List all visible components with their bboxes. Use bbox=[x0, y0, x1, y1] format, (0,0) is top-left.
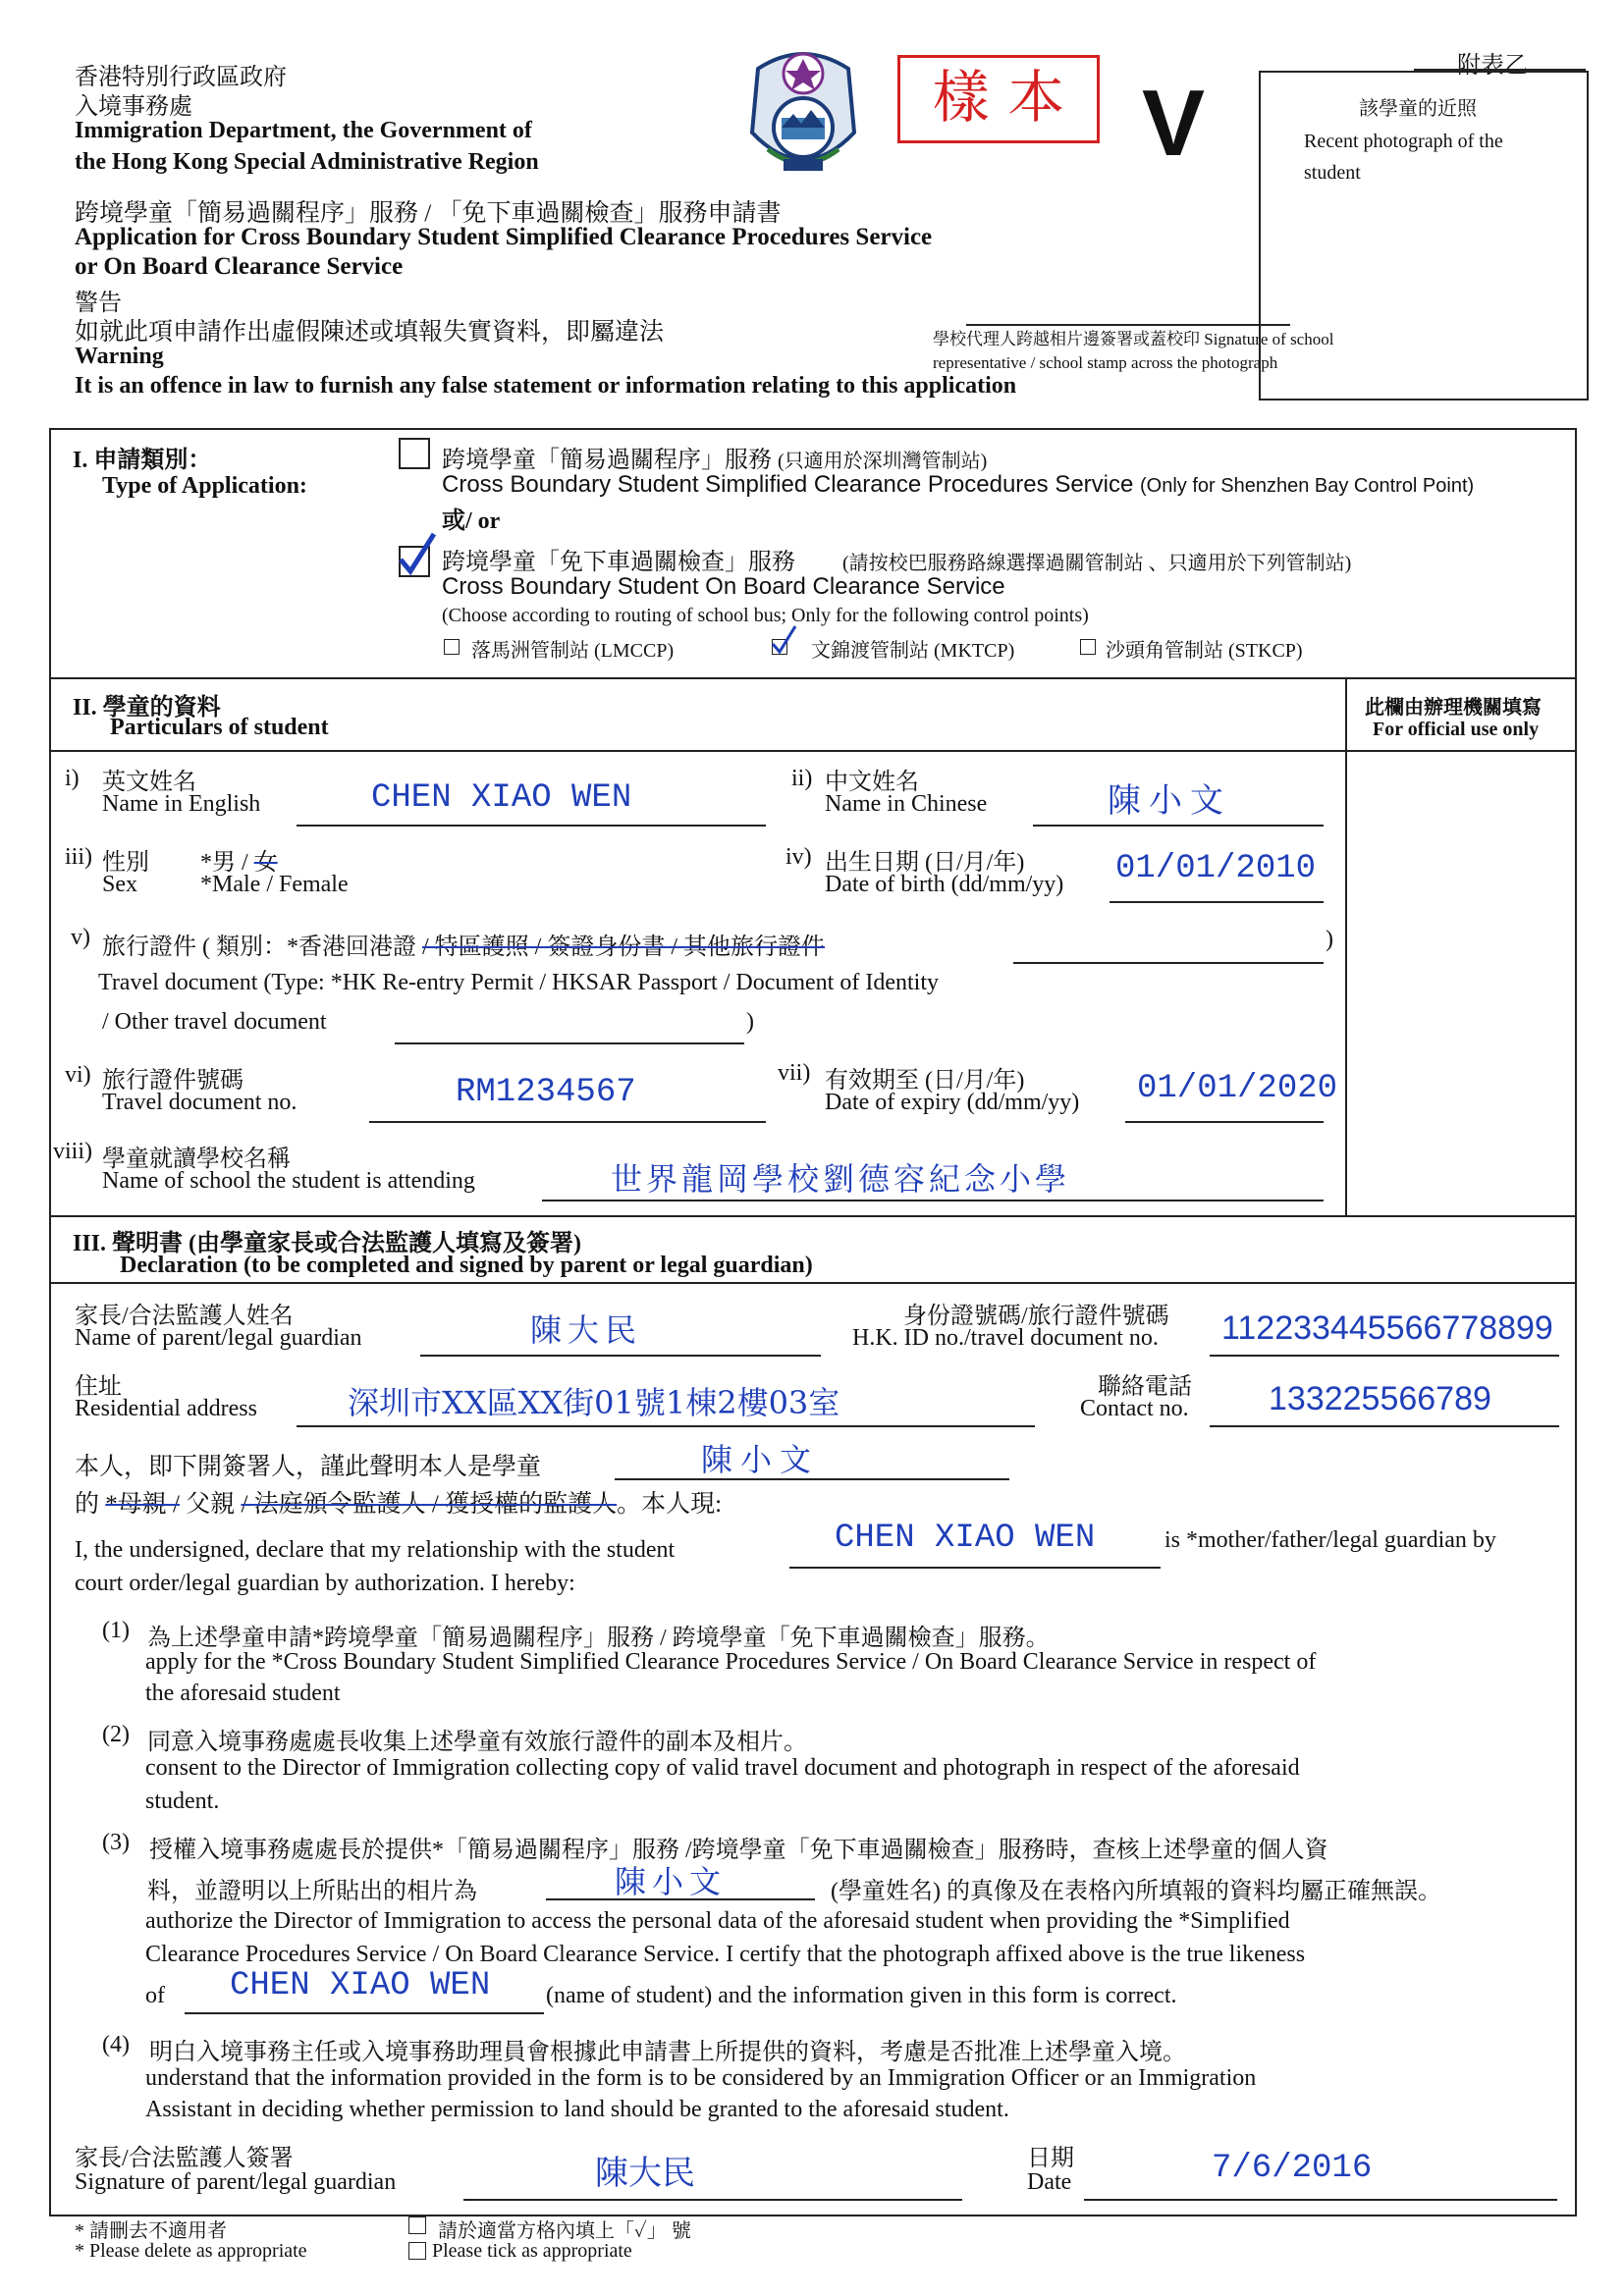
section2-title-zh: II. 學童的資料 bbox=[73, 695, 221, 721]
cp2-tick-icon bbox=[770, 624, 797, 656]
option2-tick-icon bbox=[395, 530, 438, 577]
footer-delete-en: * Please delete as appropriate bbox=[75, 2240, 307, 2262]
field-i-index: i) bbox=[65, 766, 80, 791]
item4-en-1: understand that the information provided in the form is to be considered by an Immigration Officer or an Immigration bbox=[145, 2065, 1257, 2091]
option2-note-en: (Choose according to routing of school bus; Only for the following control points) bbox=[442, 605, 1089, 626]
big-check-mark: V bbox=[1142, 71, 1206, 176]
item1-en-1: apply for the *Cross Boundary Student Simplified Clearance Procedures Service / On Board Clearance Service in respect of bbox=[145, 1649, 1317, 1675]
option2-zh-note: (請按校巴服務路線選擇過關管制站 、只適用於下列管制站) bbox=[842, 553, 1352, 574]
travel-doc-zh-struck: / 特區護照 / 簽證身份書 / 其他旅行證件 bbox=[422, 934, 826, 960]
option1-zh-note: (只適用於深圳灣管制站) bbox=[778, 451, 988, 472]
dept-name-en-1: Immigration Department, the Government of bbox=[75, 118, 532, 143]
travel-doc-line-2 bbox=[395, 1042, 744, 1044]
field-viii-index: viii) bbox=[53, 1139, 92, 1164]
guardian-line bbox=[420, 1355, 821, 1357]
item3-en-2: Clearance Procedures Service / On Board Clearance Service. I certify that the photograph affixed above is the true likeness bbox=[145, 1942, 1306, 1967]
option1-checkbox[interactable] bbox=[399, 438, 430, 469]
official-use-zh: 此欄由辦理機關填寫 bbox=[1365, 697, 1542, 719]
addr-label-en: Residential address bbox=[75, 1396, 257, 1421]
option1-zh: 跨境學童「簡易過關程序」服務 bbox=[442, 448, 772, 473]
option1-en: Cross Boundary Student Simplified Clearance Procedures Service bbox=[442, 471, 1134, 498]
dob-value[interactable]: 01/01/2010 bbox=[1115, 850, 1317, 887]
field-vi-index: vi) bbox=[65, 1062, 91, 1088]
item3-number: (3) bbox=[102, 1830, 130, 1855]
official-use-en: For official use only bbox=[1373, 719, 1540, 740]
dept-name-en-2: the Hong Kong Special Administrative Region bbox=[75, 149, 539, 175]
school-line bbox=[542, 1200, 1324, 1201]
cp1-label: 落馬洲管制站 (LMCCP) bbox=[471, 640, 675, 662]
field-iv-index: iv) bbox=[785, 844, 812, 870]
sex-male-zh[interactable]: *男 / bbox=[200, 850, 248, 876]
guardian-label-en: Name of parent/legal guardian bbox=[75, 1325, 362, 1351]
or-text: 或/ or bbox=[442, 508, 501, 534]
declare-student-en[interactable]: CHEN XIAO WEN bbox=[835, 1520, 1096, 1557]
name-en-line bbox=[297, 825, 766, 827]
cp3-checkbox[interactable] bbox=[1080, 639, 1096, 655]
item1-en-2: the aforesaid student bbox=[145, 1681, 341, 1706]
item2-en-2: student. bbox=[145, 1789, 220, 1814]
warning-label-zh: 警告 bbox=[75, 291, 122, 316]
section-divider-3 bbox=[49, 1282, 1575, 1284]
item3-en-3b: (name of student) and the information given in this form is correct. bbox=[546, 1983, 1177, 2008]
item3-zh-2a: 料，並證明以上所貼出的相片為 bbox=[147, 1879, 477, 1904]
declare-guardian-struck[interactable]: / 法庭頒令監護人 / 獲授權的監護人 bbox=[241, 1491, 618, 1518]
school-value[interactable]: 世界龍岡學校劉德容紀念小學 bbox=[611, 1160, 1071, 1198]
declare-zh-2a: 的 bbox=[75, 1491, 100, 1518]
school-label-zh: 學童就讀學校名稱 bbox=[102, 1147, 291, 1172]
guardian-value[interactable]: 陳大民 bbox=[530, 1311, 643, 1349]
section3-title-en: Declaration (to be completed and signed by parent or legal guardian) bbox=[120, 1253, 813, 1278]
footer-tick-box-1 bbox=[408, 2216, 426, 2234]
section1-title-en: Type of Application: bbox=[102, 473, 307, 499]
cp3-label: 沙頭角管制站 (STKCP) bbox=[1106, 640, 1303, 662]
name-zh-label-zh: 中文姓名 bbox=[825, 770, 919, 795]
dept-name-zh: 入境事務處 bbox=[75, 94, 192, 120]
item3-zh-2b: (學童姓名) 的真像及在表格內所填報的資料均屬正確無誤。 bbox=[831, 1879, 1441, 1904]
item2-zh: 同意入境事務處處長收集上述學童有效旅行證件的副本及相片。 bbox=[147, 1730, 807, 1755]
field-iii-index: iii) bbox=[65, 844, 92, 870]
travel-doc-en-2: / Other travel document bbox=[102, 1009, 327, 1035]
cp1-checkbox[interactable] bbox=[444, 639, 460, 655]
addr-label-zh: 住址 bbox=[75, 1374, 122, 1400]
option2-label-en: Cross Boundary Student On Board Clearance Service bbox=[442, 573, 1005, 600]
name-en-value[interactable]: CHEN XIAO WEN bbox=[371, 779, 632, 817]
declare-zh-2e: 。本人現: bbox=[617, 1491, 723, 1518]
dob-line bbox=[1110, 901, 1324, 903]
addr-value[interactable]: 深圳市XX區XX街01號1棟2樓03室 bbox=[348, 1384, 840, 1421]
phone-label-en: Contact no. bbox=[1080, 1396, 1189, 1421]
declare-en-2: is *mother/father/legal guardian by bbox=[1164, 1527, 1496, 1553]
addr-line bbox=[297, 1425, 1035, 1427]
item3-student-zh[interactable]: 陳小文 bbox=[615, 1863, 728, 1900]
sig-label-en: Signature of parent/legal guardian bbox=[75, 2169, 397, 2195]
warning-text-zh: 如就此項申請作出虛假陳述或填報失實資料，即屬違法 bbox=[75, 319, 665, 346]
item1-number: (1) bbox=[102, 1618, 130, 1643]
warning-label-en: Warning bbox=[75, 344, 164, 369]
travel-doc-zh-a: 旅行證件 ( 類別：*香港回港證 bbox=[102, 934, 416, 960]
stamp-note-line bbox=[966, 324, 1290, 326]
photo-label-en: Recent photograph of the student bbox=[1304, 131, 1503, 184]
doc-no-label-zh: 旅行證件號碼 bbox=[102, 1068, 244, 1094]
sex-label-en: Sex bbox=[102, 872, 137, 897]
footer-tick-zh: 請於適當方格內填上「✓」 號 bbox=[438, 2220, 691, 2242]
date-label-en: Date bbox=[1027, 2169, 1072, 2195]
expiry-value[interactable]: 01/01/2020 bbox=[1137, 1070, 1338, 1107]
doc-no-label-en: Travel document no. bbox=[102, 1090, 298, 1115]
expiry-label-en: Date of expiry (dd/mm/yy) bbox=[825, 1090, 1080, 1115]
item4-number: (4) bbox=[102, 2032, 130, 2057]
item3-en-1: authorize the Director of Immigration to access the personal data of the aforesaid student when providing the *Simplified bbox=[145, 1908, 1290, 1934]
travel-doc-close-paren: ) bbox=[1326, 927, 1333, 952]
option1-en-note: (Only for Shenzhen Bay Control Point) bbox=[1140, 475, 1475, 497]
police-emblem-icon bbox=[738, 39, 868, 187]
name-en-label-en: Name in English bbox=[102, 791, 261, 817]
option1-label-en bbox=[442, 471, 1474, 499]
sex-options-en: *Male / Female bbox=[200, 872, 349, 897]
phone-value[interactable]: 133225566789 bbox=[1269, 1380, 1491, 1417]
phone-label-zh: 聯絡電話 bbox=[1098, 1374, 1192, 1400]
declare-en-3: court order/legal guardian by authorization. I hereby: bbox=[75, 1571, 575, 1596]
declare-father[interactable]: 父親 bbox=[186, 1491, 236, 1518]
declare-student-en-line bbox=[789, 1567, 1161, 1569]
form-title-zh: 跨境學童「簡易過關程序」服務 / 「免下車過關檢查」服務申請書 bbox=[75, 200, 782, 227]
guardian-label-zh: 家長/合法監護人姓名 bbox=[75, 1304, 294, 1329]
declare-mother-struck[interactable]: *母親 / bbox=[105, 1491, 180, 1518]
travel-doc-zh bbox=[102, 927, 825, 961]
expiry-line bbox=[1125, 1121, 1324, 1123]
form-title-en-2: or On Board Clearance Service bbox=[75, 253, 404, 280]
item2-number: (2) bbox=[102, 1722, 130, 1747]
date-value[interactable]: 7/6/2016 bbox=[1212, 2150, 1373, 2187]
section2-title-en: Particulars of student bbox=[110, 715, 329, 740]
item4-zh: 明白入境事務主任或入境事務助理員會根據此申請書上所提供的資料，考慮是否批准上述學童入境。 bbox=[149, 2040, 1186, 2065]
option1-label-zh bbox=[442, 440, 987, 474]
id-label-en: H.K. ID no./travel document no. bbox=[852, 1325, 1159, 1351]
official-column-divider bbox=[1345, 677, 1347, 1215]
sig-value[interactable]: 陳大民 bbox=[595, 2154, 695, 2193]
item1-zh: 為上述學童申請*跨境學童「簡易過關程序」服務 / 跨境學童「免下車過關檢查」服務。 bbox=[147, 1626, 1050, 1651]
footer-delete-zh: * 請刪去不適用者 bbox=[75, 2220, 227, 2242]
sex-label-zh: 性別 bbox=[102, 850, 149, 876]
item2-en-1: consent to the Director of Immigration collecting copy of valid travel document and photograph in respect of the aforesaid bbox=[145, 1755, 1300, 1781]
doc-no-value[interactable]: RM1234567 bbox=[456, 1074, 636, 1111]
item4-en-2: Assistant in deciding whether permission to land should be granted to the aforesaid student. bbox=[145, 2097, 1009, 2122]
stamp-note: 學校代理人跨越相片邊簽署或蓋校印 Signature of school representative / school stamp across the photograph bbox=[933, 330, 1334, 372]
declare-en-1: I, the undersigned, declare that my relationship with the student bbox=[75, 1537, 676, 1563]
sig-line bbox=[463, 2199, 962, 2201]
dob-label-zh: 出生日期 (日/月/年) bbox=[825, 850, 1025, 876]
option2-zh: 跨境學童「免下車過關檢查」服務 bbox=[442, 550, 795, 575]
declare-zh-2 bbox=[75, 1484, 722, 1520]
name-en-label-zh: 英文姓名 bbox=[102, 770, 196, 795]
phone-line bbox=[1210, 1425, 1559, 1427]
sig-label-zh: 家長/合法監護人簽署 bbox=[75, 2146, 294, 2171]
form-code: 附表乙 bbox=[1457, 53, 1528, 79]
field-ii-index: ii) bbox=[791, 766, 813, 791]
option2-label-zh bbox=[442, 542, 1351, 576]
travel-doc-close-paren-2: ) bbox=[746, 1009, 754, 1035]
id-label-zh: 身份證號碼/旅行證件號碼 bbox=[903, 1304, 1169, 1329]
expiry-label-zh: 有效期至 (日/月/年) bbox=[825, 1068, 1025, 1094]
doc-no-line bbox=[369, 1121, 766, 1123]
section-divider-2 bbox=[49, 1215, 1575, 1217]
cp2-label: 文錦渡管制站 (MKTCP) bbox=[811, 640, 1015, 662]
footer-tick-box-2 bbox=[408, 2242, 426, 2260]
field-vii-index: vii) bbox=[778, 1060, 811, 1086]
sex-female-zh-struck[interactable]: 女 bbox=[253, 850, 278, 876]
dob-label-en: Date of birth (dd/mm/yy) bbox=[825, 872, 1064, 897]
item3-en-3a: of bbox=[145, 1983, 165, 2008]
travel-doc-line-1 bbox=[1013, 962, 1324, 964]
id-value[interactable]: 11223344556677889​9 bbox=[1221, 1309, 1553, 1347]
field-v-index: v) bbox=[71, 925, 90, 950]
name-zh-line bbox=[1033, 825, 1324, 827]
travel-doc-en-1: Travel document (Type: *HK Re-entry Permit / HKSAR Passport / Document of Identity bbox=[98, 970, 939, 995]
date-label-zh: 日期 bbox=[1027, 2146, 1074, 2171]
footer-tick-en: Please tick as appropriate bbox=[432, 2240, 632, 2262]
id-line bbox=[1210, 1355, 1559, 1357]
sample-stamp-text: 樣 本 bbox=[932, 64, 1065, 131]
declare-zh-1: 本人，即下開簽署人，謹此聲明本人是學童 bbox=[75, 1454, 542, 1480]
form-title-en-1: Application for Cross Boundary Student Simplified Clearance Procedures Service bbox=[75, 224, 933, 250]
photo-label-zh: 該學童的近照 bbox=[1359, 98, 1477, 120]
section1-title-zh: I. 申請類別： bbox=[73, 448, 212, 473]
item3-student-en[interactable]: CHEN XIAO WEN bbox=[230, 1967, 491, 2004]
date-line bbox=[1084, 2199, 1557, 2201]
gov-name-zh: 香港特別行政區政府 bbox=[75, 65, 287, 90]
item3-zh-1: 授權入境事務處處長於提供*「簡易過關程序」服務 /跨境學童「免下車過關檢查」服務時，查核上述學童的個人資 bbox=[149, 1838, 1328, 1863]
declare-student-zh[interactable]: 陳小文 bbox=[701, 1441, 820, 1478]
item3-student-en-line bbox=[185, 2012, 544, 2014]
sample-stamp bbox=[897, 55, 1100, 143]
warning-text-en: It is an offence in law to furnish any false statement or information relating to this application bbox=[75, 373, 1017, 399]
section3-title-zh: III. 聲明書 (由學童家長或合法監護人填寫及簽署) bbox=[73, 1231, 582, 1256]
name-zh-label-en: Name in Chinese bbox=[825, 791, 988, 817]
school-label-en: Name of school the student is attending bbox=[102, 1168, 475, 1194]
name-zh-value[interactable]: 陳小文 bbox=[1108, 781, 1231, 821]
